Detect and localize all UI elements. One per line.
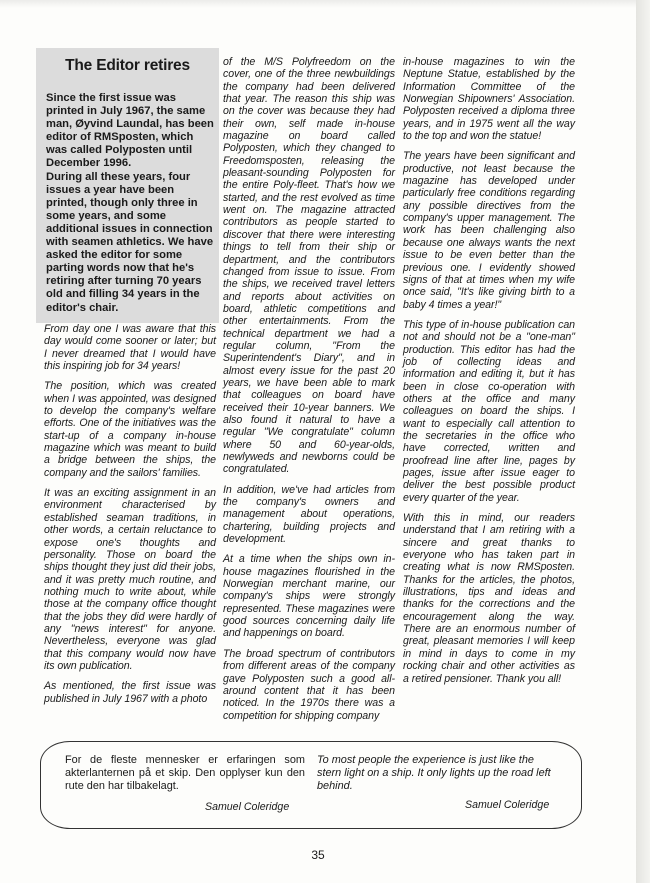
intro-paragraph: Since the first issue was printed in July 1967, the same man, Øyvind Laundal, has been editor of RMSposten, which was called Polyposten until December 1996. (46, 92, 214, 170)
article-title: The Editor retires (65, 57, 190, 74)
paragraph: of the M/S Polyfreedom on the cover, one of the three newbuildings the company had been delivered that year. The reason this ship was on the cover was because they had their own, self made in-house magazine on board called Polyposten, which they changed to Freedomsposten, releasing the pleasant-sounding Polyposten for the entire Poly-fleet. That's how we started, and the rest evolved as time went on. The magazine attracted contributors as people started to discover that there were interesting things to tell from their ship or department, and the contributors changed from issue to issue. From the ships, we received travel letters and reports about activities on board, athletic competitions and other entertainments. From the technical department we had a regular column, "From the Superintendent's Diary", and in almost every issue for the past 20 years, we have been able to mark that colleagues on board have received their 10-year banners. We also found it natural to have a regular "We congratulate" column where 50 and 60-year-olds, newlyweds and newborns could be congratulated. (223, 56, 395, 476)
column-1 (44, 323, 216, 713)
column-3 (403, 56, 575, 693)
intro-box (36, 48, 219, 323)
quote-norwegian: For de fleste mennesker er erfaringen som akterlanternen på et skip. Den opplyser kun den rute den har tilbakelagt. (65, 754, 305, 792)
paragraph: It was an exciting assignment in an environment characterised by established seaman traditions, in other words, a certain reluctance to expose one's thoughts and personality. Those on board the ships thought they just did their jobs, and it was pretty much routine, and nothing much to write about, while those at the company office thought that the jobs they did were hardly of any "news interest" for anyone. Nevertheless, everyone was glad that this company would now have its own publication. (44, 487, 216, 672)
page-number: 35 (311, 848, 325, 862)
quote-english: To most people the experience is just like the stern light on a ship. It only lights up the road left behind. (317, 754, 551, 792)
intro-lead (46, 92, 216, 315)
paragraph: At a time when the ships own in-house magazines flourished in the Norwegian merchant marine, our company's ships were strongly represented. These magazines were good sources concerning daily life and happenings on board. (223, 553, 395, 640)
quote-author-english: Samuel Coleridge (465, 799, 550, 811)
paragraph: The position, which was created when I was appointed, was designed to develop the company's welfare efforts. One of the initiatives was the start-up of a company in-house magazine which was meant to build a bridge between the ships, the company and the sailors' families. (44, 380, 216, 479)
paragraph: From day one I was aware that this day would come sooner or later; but I never dreamed that I would have this inspiring job for 34 years! (44, 323, 216, 373)
intro-paragraph: During all these years, four issues a year have been printed, though only three in some years, and some additional issues in connection with seamen athletics. We have asked the editor for some parting words now that he's retiring after turning 70 years old and filling 34 years in the editor's chair. (46, 170, 214, 314)
quote-box (40, 741, 582, 829)
paragraph: As mentioned, the first issue was published in July 1967 with a photo (44, 680, 216, 705)
paragraph: in-house magazines to win the Neptune Statue, established by the Information Committee of the Norwegian Shipowners' Association. Polyposten received a diploma three years, and in 1975 went all the way to the top and won the statue! (403, 56, 575, 143)
paragraph: With this in mind, our readers understand that I am retiring with a sincere and great thanks to everyone who has taken part in creating what is now RMSposten. Thanks for the articles, the photos, illustrations, tips and ideas and thanks for the corrections and the encouragement along the way. There are an enormous number of great, pleasant memories I will keep in mind in days to come in my rocking chair and other activities as a retired pensioner. Thank you all! (403, 512, 575, 685)
paragraph: This type of in-house publication can not and should not be a "one-man" production. This editor has had the job of collecting ideas and information and editing it, but it has been in close co-operation with others at the office and many colleagues on board the ships. I want to especially call attention to the secretaries in the office who have corrected, written and proofread line after line, pages by pages, issue after issue eager to deliver the best possible product every quarter of the year. (403, 318, 575, 504)
column-2 (223, 56, 395, 730)
scan-shadow (0, 0, 636, 8)
paragraph: In addition, we've had articles from the company's owners and management about operations, chartering, building projects and development. (223, 483, 395, 546)
paragraph: The broad spectrum of contributors from different areas of the company gave Polyposten such a good all-around content that it has been noticed. In the 1970s there was a competition for shipping company (223, 647, 395, 722)
page-edge (636, 0, 650, 883)
quote-author-norwegian: Samuel Coleridge (205, 801, 290, 813)
paragraph: The years have been significant and productive, not least because the magazine has developed under particularly free conditions regarding any possible directives from the company's upper management. The work has been challenging also because one always wants the next issue to be even better than the previous one. I evidently showed signs of that at times when my wife once said, "It's like giving birth to a baby 4 times a year!" (403, 150, 575, 311)
